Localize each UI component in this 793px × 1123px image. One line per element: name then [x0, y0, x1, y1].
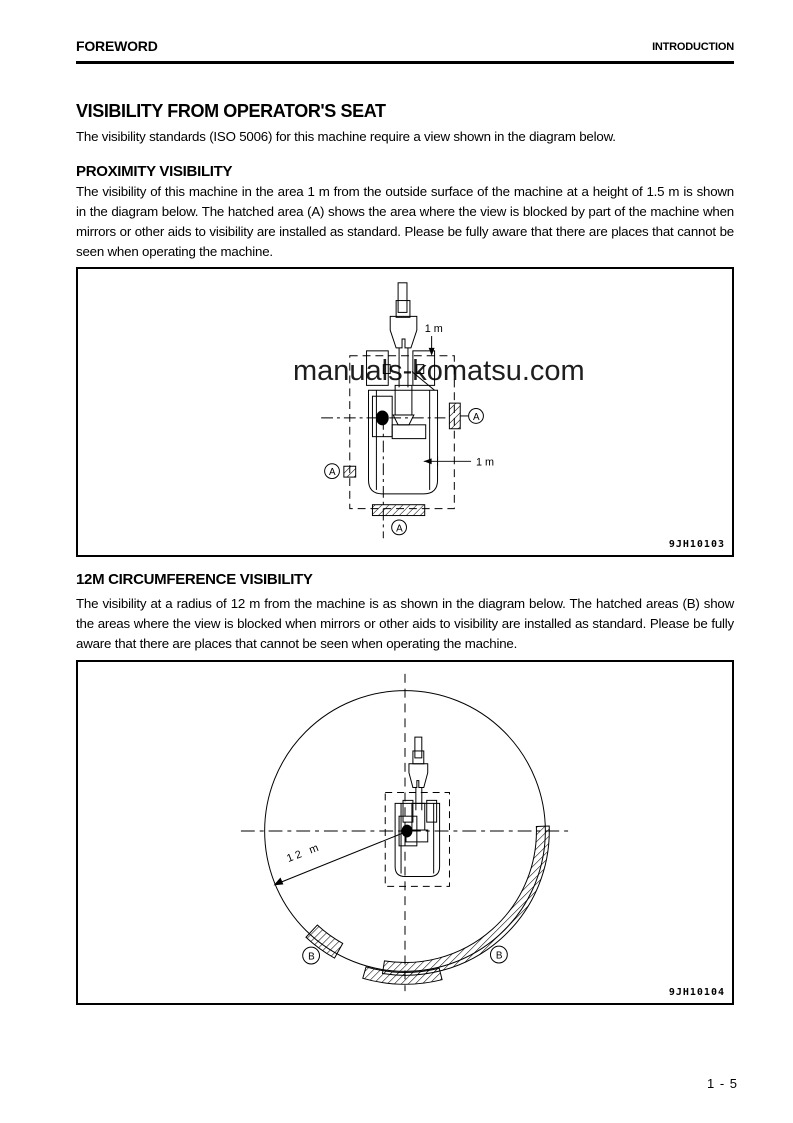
blind-area-bottom	[372, 505, 424, 535]
proximity-diagram	[78, 269, 732, 555]
page-title: VISIBILITY FROM OPERATOR'S SEAT	[76, 101, 386, 121]
figure-code-1: 9JH10103	[668, 539, 725, 550]
figure-circumference-visibility	[76, 660, 734, 1005]
area-marker-a-right: A	[473, 411, 480, 423]
figure-code-2: 9JH10104	[668, 987, 725, 998]
section-heading-proximity: PROXIMITY VISIBILITY	[76, 163, 233, 180]
area-marker-b-right: B	[495, 950, 503, 962]
watermark-text: manuals-komatsu.com	[293, 355, 585, 387]
section-body-proximity: The visibility of this machine in the area 1 m from the outside surface of the machine at a height of 1.5 m is shown in the diagram below. The hatched area (A) shows the area where the view is blocked by part of the machine when mirrors or other aids to visibility are installed as standard. Please be fully aware that there are places that cannot be seen when operating the machine.	[76, 184, 734, 259]
section-heading-circumference: 12M CIRCUMFERENCE VISIBILITY	[76, 571, 313, 588]
area-marker-b-left: B	[308, 951, 315, 963]
blind-area-left	[325, 464, 356, 479]
blind-arc-left	[303, 925, 343, 964]
circumference-diagram	[78, 662, 732, 1003]
radius-dimension	[274, 833, 403, 885]
header-left-title: FOREWORD	[76, 38, 158, 54]
intro-text: The visibility standards (ISO 5006) for this machine require a view shown in the diagram below.	[76, 129, 616, 144]
blind-arc-right	[363, 826, 550, 984]
excavator-top-view	[395, 737, 439, 876]
dimension-top-label: 1 m	[424, 323, 443, 336]
area-marker-a-left: A	[329, 467, 336, 479]
section-body-circumference: The visibility at a radius of 12 m from the machine is as shown in the diagram below. The hatched areas (B) show the areas where the view is blocked when mirrors or other aids to visibility are installed as standard. Please be fully aware that there are places that cannot be seen when operating the machine.	[76, 596, 734, 651]
blind-area-right	[449, 403, 483, 429]
operator-seat-dot	[402, 825, 413, 838]
header-rule	[76, 61, 734, 64]
page-number: 1 - 5	[706, 1076, 738, 1091]
dimension-side-label: 1 m	[476, 456, 495, 469]
figure-proximity-visibility	[76, 267, 734, 557]
area-marker-a-bottom: A	[396, 523, 403, 535]
radius-label: 12 m	[285, 840, 324, 865]
operator-seat-dot	[376, 411, 389, 426]
header-right-title: INTRODUCTION	[652, 41, 734, 53]
dimension-side	[424, 456, 494, 468]
